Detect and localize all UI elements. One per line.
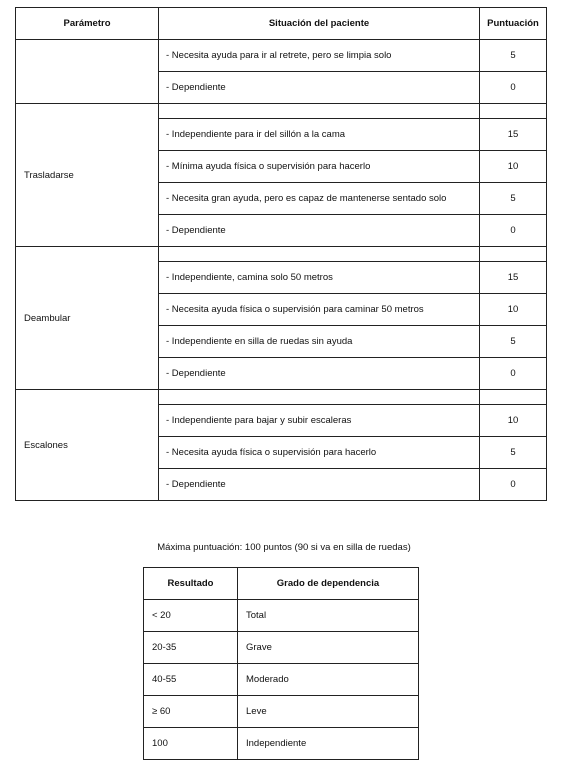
- score-cell: 10: [480, 151, 547, 183]
- result-row: [144, 632, 419, 664]
- situation-cell: - Necesita gran ayuda, pero es capaz de mantenerse sentado solo: [159, 183, 480, 215]
- resultado-cell: 40-55: [144, 664, 238, 696]
- spacer-cell: [159, 390, 480, 405]
- header-row: [16, 8, 547, 40]
- result-row: [144, 600, 419, 632]
- situation-cell: - Dependiente: [159, 215, 480, 247]
- header-resultado: Resultado: [144, 568, 238, 600]
- spacer-cell: [480, 247, 547, 262]
- situation-cell: - Dependiente: [159, 469, 480, 501]
- situation-cell: - Independiente para bajar y subir escaleras: [159, 405, 480, 437]
- situation-cell: - Independiente para ir del sillón a la cama: [159, 119, 480, 151]
- spacer-cell: [159, 104, 480, 119]
- score-cell: 15: [480, 119, 547, 151]
- spacer-cell: [159, 247, 480, 262]
- section-spacer-row: [16, 247, 547, 262]
- result-table: [143, 567, 419, 760]
- max-score-note: Máxima puntuación: 100 puntos (90 si va en silla de ruedas): [157, 542, 411, 553]
- score-cell: 0: [480, 469, 547, 501]
- score-cell: 5: [480, 40, 547, 72]
- resultado-cell: ≥ 60: [144, 696, 238, 728]
- score-cell: 10: [480, 405, 547, 437]
- result-row: [144, 728, 419, 760]
- header-grado: Grado de dependencia: [238, 568, 419, 600]
- score-cell: 5: [480, 183, 547, 215]
- result-body: [144, 600, 419, 760]
- resultado-cell: 100: [144, 728, 238, 760]
- situation-cell: - Independiente en silla de ruedas sin ayuda: [159, 326, 480, 358]
- situation-cell: - Dependiente: [159, 358, 480, 390]
- grado-cell: Moderado: [238, 664, 419, 696]
- table-row: [16, 40, 547, 72]
- score-cell: 10: [480, 294, 547, 326]
- score-cell: 0: [480, 358, 547, 390]
- score-cell: 15: [480, 262, 547, 294]
- header-situacion: Situación del paciente: [159, 8, 480, 40]
- parameter-cell: [16, 40, 159, 104]
- result-row: [144, 696, 419, 728]
- spacer-cell: [480, 104, 547, 119]
- section-spacer-row: [16, 390, 547, 405]
- situation-cell: - Mínima ayuda física o supervisión para hacerlo: [159, 151, 480, 183]
- grado-cell: Grave: [238, 632, 419, 664]
- section-spacer-row: [16, 104, 547, 119]
- resultado-cell: < 20: [144, 600, 238, 632]
- situation-cell: - Dependiente: [159, 72, 480, 104]
- score-cell: 0: [480, 215, 547, 247]
- header-puntuacion: Puntuación: [480, 8, 547, 40]
- grado-cell: Independiente: [238, 728, 419, 760]
- parameter-cell: Trasladarse: [16, 104, 159, 247]
- situation-cell: - Independiente, camina solo 50 metros: [159, 262, 480, 294]
- parameter-cell: Deambular: [16, 247, 159, 390]
- header-parametro: Parámetro: [16, 8, 159, 40]
- result-header-row: [144, 568, 419, 600]
- resultado-cell: 20-35: [144, 632, 238, 664]
- score-cell: 5: [480, 437, 547, 469]
- grado-cell: Leve: [238, 696, 419, 728]
- parameter-cell: Escalones: [16, 390, 159, 501]
- spacer-cell: [480, 390, 547, 405]
- situation-cell: - Necesita ayuda física o supervisión para hacerlo: [159, 437, 480, 469]
- situation-cell: - Necesita ayuda física o supervisión para caminar 50 metros: [159, 294, 480, 326]
- score-cell: 0: [480, 72, 547, 104]
- scale-body: [16, 40, 547, 501]
- result-row: [144, 664, 419, 696]
- grado-cell: Total: [238, 600, 419, 632]
- situation-cell: - Necesita ayuda para ir al retrete, pero se limpia solo: [159, 40, 480, 72]
- barthel-scale-table: [15, 7, 547, 501]
- score-cell: 5: [480, 326, 547, 358]
